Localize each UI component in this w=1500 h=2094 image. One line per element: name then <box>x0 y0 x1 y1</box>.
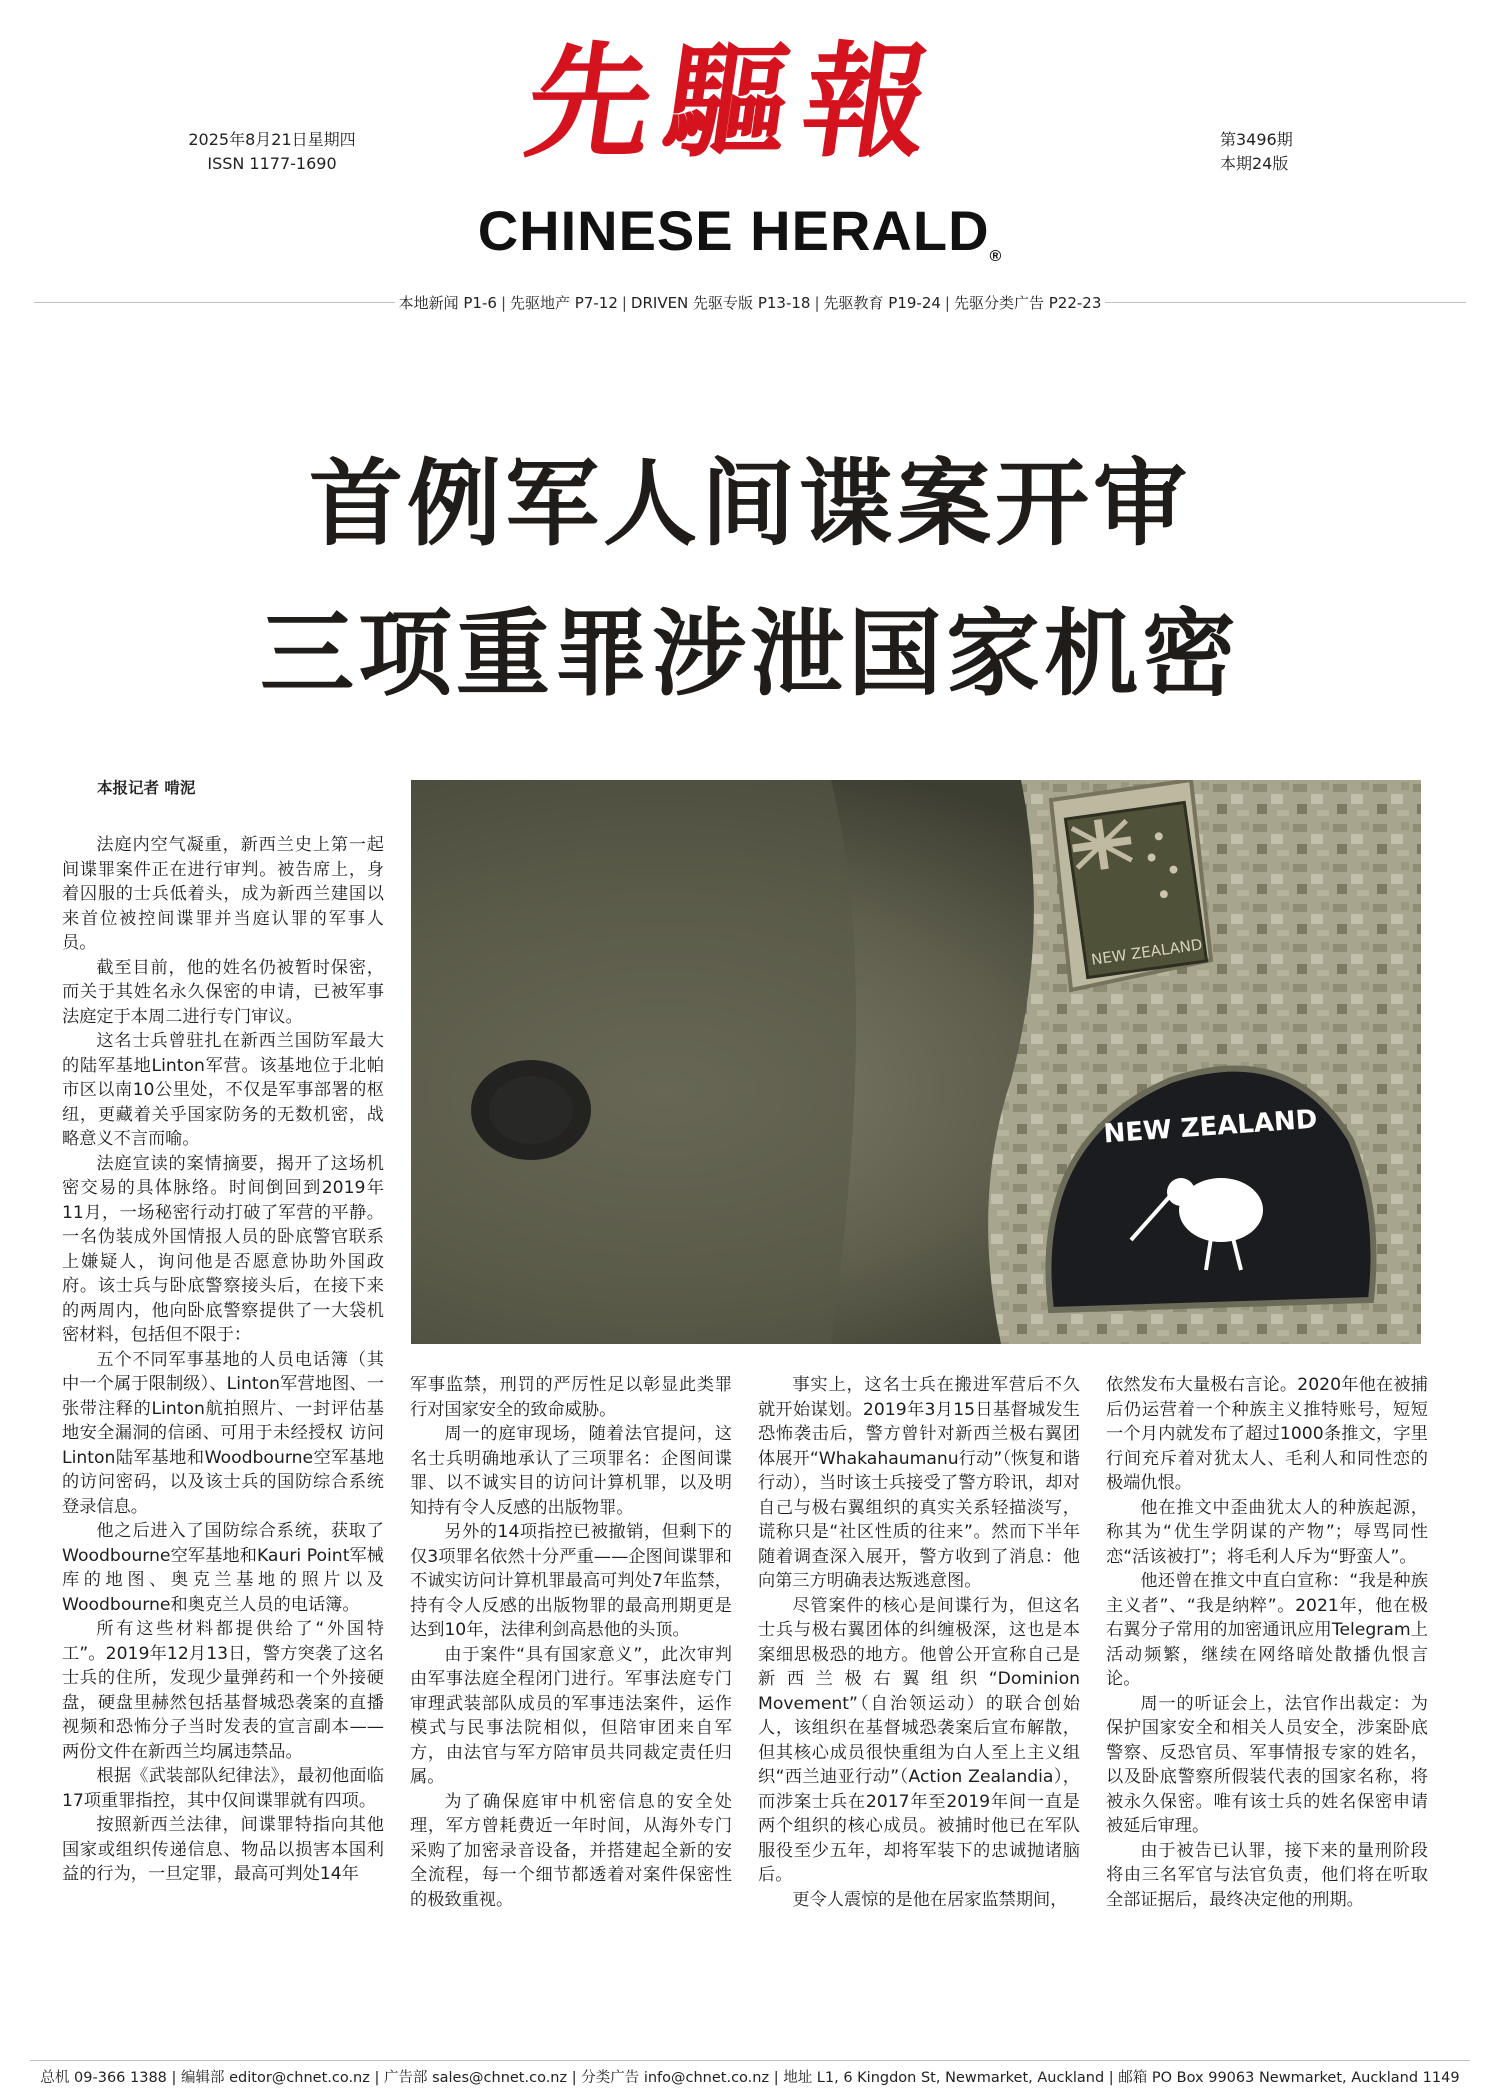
headline-line-1: 首例军人间谍案开审 <box>308 450 1191 559</box>
issue-number: 第3496期 <box>1220 130 1293 149</box>
footer-po-box: 邮箱 PO Box 99063 Newmarket, Auckland 1149 <box>1118 2070 1460 2086</box>
article-column-2 <box>410 1373 732 1912</box>
section-index-item: 先驱教育 P19-24 <box>820 294 945 312</box>
paragraph: 另外的14项指控已被撤销，但剩下的仅3项罪名依然十分严重——企图间谍罪和不诚实访问计算机罪最高可判处7年监禁，持有令人反感的出版物罪的最高刑期更是达到10年，法律利剑高悬他的头顶。 <box>410 1522 732 1640</box>
masthead-issue-block <box>1220 128 1420 176</box>
paragraph: 法庭内空气凝重，新西兰史上第一起间谍罪案件正在进行审判。被告席上，身着囚服的士兵低着头，成为新西兰建国以来首位被控间谍罪并当庭认罪的军事人员。 <box>62 835 384 953</box>
footer-contacts: 总机 09-366 1388 | 编辑部 editor@chnet.co.nz | 广告部 sales@chnet.co.nz | 分类广告 info@chnet.co.nz | 地址 L1, 6 Kingdon St, Newmarket, Auckland | 邮箱 PO Box 99063 Newmarket, Auckland 1149 <box>40 2070 1460 2086</box>
paragraph: 由于案件“具有国家意义”，此次审判由军事法庭全程闭门进行。军事法庭专门审理武装部队成员的军事违法案件，运作模式与民事法院相似，但陪审团来自军方，由法官与军方陪审员共同裁定责任归属。 <box>410 1644 732 1787</box>
footer-rule <box>30 2060 1470 2061</box>
paragraph: 他在推文中歪曲犹太人的种族起源，称其为“优生学阴谋的产物”；辱骂同性恋“活该被打”；将毛利人斥为“野蛮人”。 <box>1106 1497 1428 1567</box>
paragraph: 法庭宣读的案情摘要，揭开了这场机密交易的具体脉络。时间倒回到2019年11月，一场秘密行动打破了军营的平静。一名伪装成外国情报人员的卧底警官联系上嫌疑人，询问他是否愿意协助外国政府。该士兵与卧底警察接头后，在接下来的两周内，他向卧底警察提供了一大袋机密材料，包括但不限于： <box>62 1153 384 1345</box>
article-column-3 <box>758 1373 1080 1912</box>
paragraph: 截至目前，他的姓名仍被暂时保密，而关于其姓名永久保密的申请，已被军事法庭定于本周二进行专门审议。 <box>62 957 384 1027</box>
section-index-item: 先驱分类广告 P22-23 <box>950 294 1105 312</box>
article-column-4 <box>1106 1373 1428 1912</box>
logo-english-text: CHINESE HERALD <box>477 199 990 262</box>
paragraph: 按照新西兰法律，间谍罪特指向其他国家或组织传递信息、物品以损害本国利益的行为，一旦定罪，最高可判处14年 <box>62 1815 384 1884</box>
section-index-item: DRIVEN 先驱专版 P13-18 <box>627 294 815 312</box>
paragraph: 为了确保庭审中机密信息的安全处理，军方曾耗费近一年时间，从海外专门采购了加密录音设备，并搭建起全新的安全流程，每一个细节都透着对案件保密性的极致重视。 <box>410 1791 732 1910</box>
paragraph: 这名士兵曾驻扎在新西兰国防军最大的陆军基地Linton军营。该基地位于北帕市区以南10公里处，不仅是军事部署的枢纽，更藏着关乎国家防务的无数机密，战略意义不言而喻。 <box>62 1031 384 1149</box>
paragraph: 尽管案件的核心是间谍行为，但这名士兵与极右翼团体的纠缠极深，这也是本案细思极恐的地方。他曾公开宣称自己是新西兰极右翼组织“Dominion Movement”（自治领运动）的联合创始人，该组织在基督城恐袭案后宣布解散，但其核心成员很快重组为白人至上主义组织“西兰迪亚行动”（Action Zealandia），而涉案士兵在2017年至2019年间一直是两个组织的核心成员。被捕时他已在军队服役至少五年，却将军装下的忠诚抛诸脑后。 <box>758 1595 1080 1885</box>
round-patch-text: NEW ZEALAND <box>1102 1104 1319 1150</box>
footer-classified-email: 分类广告 info@chnet.co.nz <box>581 2070 770 2086</box>
issue-date: 2025年8月21日星期四 <box>188 130 356 149</box>
article-column-1 <box>62 833 384 1887</box>
paragraph: 五个不同军事基地的人员电话簿（其中一个属于限制级）、Linton军营地图、一张带注释的Linton航拍照片、一封评估基地安全漏洞的信函、可用于未经授权 访问Linton陆军基地和Woodbourne空军基地的访问密码，以及该士兵的国防综合系统登录信息。 <box>62 1349 384 1517</box>
footer-sales-email: 广告部 sales@chnet.co.nz <box>383 2070 568 2086</box>
issn: ISSN 1177-1690 <box>207 154 337 173</box>
headline <box>0 430 1500 730</box>
section-index-item: 先驱地产 P7-12 <box>506 294 622 312</box>
paragraph: 依然发布大量极右言论。2020年他在被捕后仍运营着一个种族主义推特账号，短短一个月内就发布了超过1000条推文，字里行间充斥着对犹太人、毛利人和同性恋的极端仇恨。 <box>1106 1375 1428 1493</box>
newspaper-logo-chinese: 先驅報 <box>517 30 953 175</box>
newspaper-logo-english <box>460 199 1020 265</box>
flag-patch-text: NEW ZEALAND <box>1090 935 1204 969</box>
section-separator: | <box>500 294 506 312</box>
byline: 本报记者 啃泥 <box>97 779 196 797</box>
footer-editor-email: 编辑部 editor@chnet.co.nz <box>181 2070 370 2086</box>
footer-phone: 总机 09-366 1388 <box>40 2070 167 2086</box>
paragraph: 所有这些材料都提供给了“外国特工”。2019年12月13日，警方突袭了这名士兵的住所，发现少量弹药和一个外接硬盘，硬盘里赫然包括基督城恐袭案的直播视频和恐怖分子当时发表的宣言副本——两份文件在新西兰均属违禁品。 <box>62 1619 384 1762</box>
paragraph: 他还曾在推文中直白宣称：“我是种族主义者”、“我是纳粹”。2021年，他在极右翼分子常用的加密通讯应用Telegram上活动频繁，继续在网络暗处散播仇恨言论。 <box>1106 1571 1428 1689</box>
paragraph: 由于被告已认罪，接下来的量刑阶段将由三名军官与法官负责，他们将在听取全部证据后，最终决定他的刑期。 <box>1106 1840 1428 1910</box>
article-photo <box>411 780 1421 1344</box>
registered-mark: ® <box>989 248 1003 265</box>
page-count: 本期24版 <box>1220 154 1289 173</box>
section-index <box>34 288 1466 318</box>
section-index-item: 本地新闻 P1-6 <box>395 294 501 312</box>
paragraph: 周一的听证会上，法官作出裁定：为保护国家安全和相关人员安全，涉案卧底警察、反恐官员、军事情报专家的姓名，以及卧底警察所假装代表的国家名称，将被永久保密。唯有该士兵的姓名保密申请被延后审理。 <box>1106 1693 1428 1836</box>
section-separator: | <box>814 294 820 312</box>
paragraph: 他之后进入了国防综合系统，获取了Woodbourne空军基地和Kauri Point军械库的地图、奥克兰基地的照片以及Woodbourne和奥克兰人员的电话簿。 <box>62 1521 384 1615</box>
paragraph: 军事监禁，刑罚的严厉性足以彰显此类罪行对国家安全的致命威胁。 <box>410 1375 732 1420</box>
paragraph: 更令人震惊的是他在居家监禁期间， <box>792 1889 1068 1910</box>
soldier-photo-illustration <box>411 780 1421 1344</box>
paragraph: 事实上，这名士兵在搬进军营后不久就开始谋划。2019年3月15日基督城发生恐怖袭击后，警方曾针对新西兰极右翼团体展开“Whakahaumanu行动”（恢复和谐行动），当时该士兵接受了警方聆讯，却对自己与极右翼组织的真实关系轻描淡写，谎称只是“社区性质的往来”。然而下半年随着调查深入展开，警方收到了消息：他向第三方明确表达叛逃意图。 <box>758 1375 1080 1591</box>
section-separator: | <box>621 294 627 312</box>
masthead-date-block <box>172 128 372 176</box>
paragraph: 周一的庭审现场，随着法官提问，这名士兵明确地承认了三项罪名：企图间谍罪、以不诚实目的访问计算机罪，以及明知持有令人反感的出版物罪。 <box>410 1424 732 1518</box>
headline-line-2: 三项重罪涉泄国家机密 <box>259 600 1240 709</box>
section-separator: | <box>944 294 950 312</box>
paragraph: 根据《武装部队纪律法》，最初他面临17项重罪指控，其中仅间谍罪就有四项。 <box>62 1766 384 1811</box>
footer-address: 地址 L1, 6 Kingdon St, Newmarket, Auckland <box>783 2070 1105 2086</box>
